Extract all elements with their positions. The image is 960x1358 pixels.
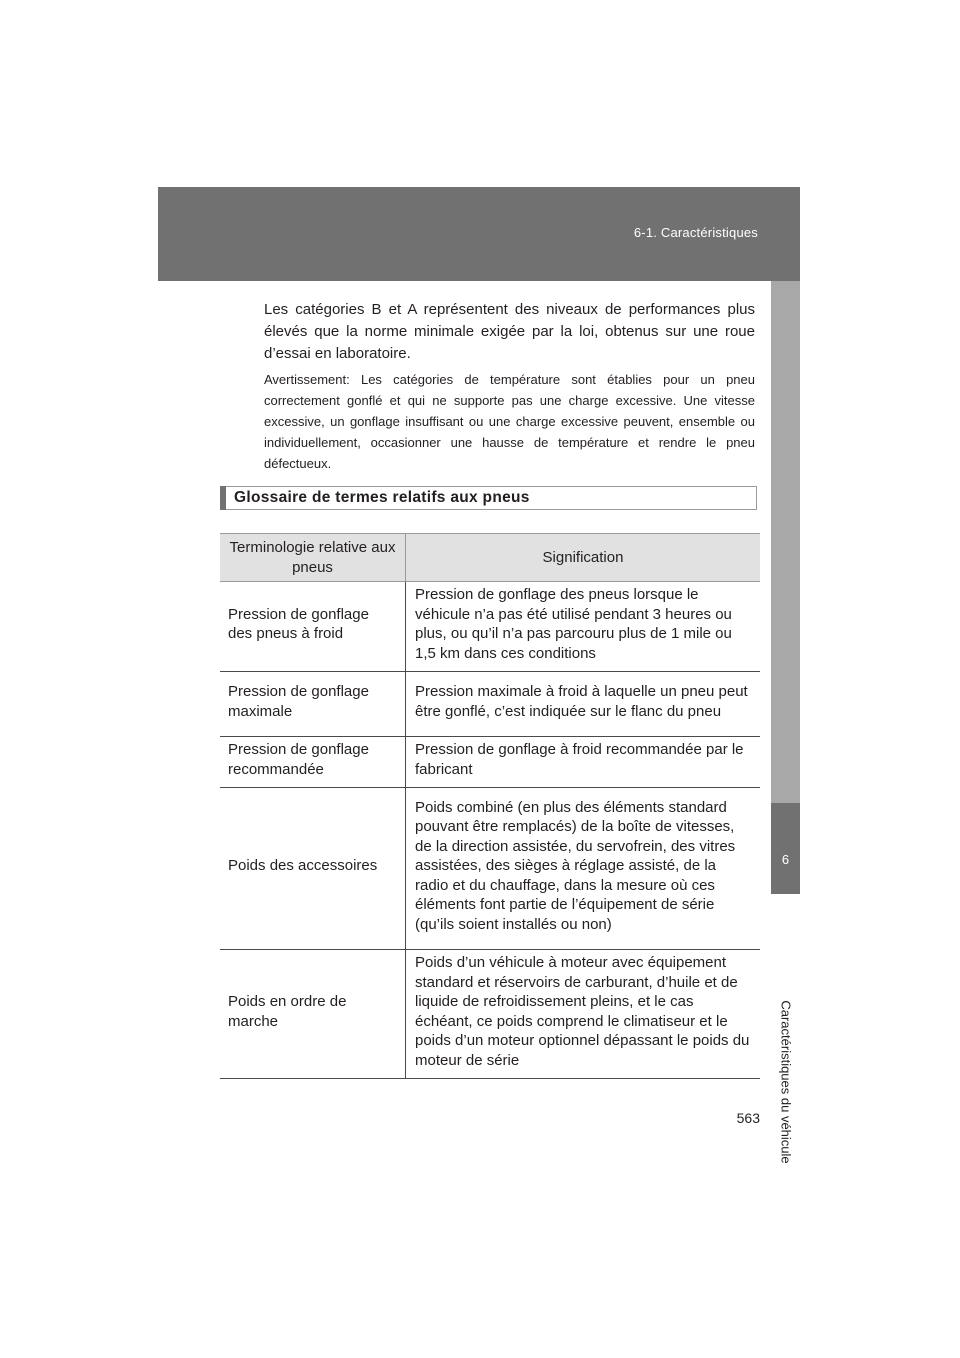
section-heading bbox=[220, 486, 757, 510]
section-heading-marker bbox=[220, 486, 226, 510]
chapter-label: Caractéristiques du véhicule bbox=[778, 1000, 794, 1164]
glossary-table bbox=[220, 533, 760, 1079]
table-row bbox=[220, 788, 760, 950]
page-number: 563 bbox=[736, 1110, 760, 1126]
table-row bbox=[220, 950, 760, 1079]
section-breadcrumb: 6-1. Caractéristiques bbox=[633, 225, 758, 240]
definition-cell: Poids combiné (en plus des éléments standard pouvant être remplacés) de la boîte de vitesses, de la direction assistée, du servofrein, des vitres assistées, des sièges à réglage assisté, de la radio et du chauffage, dans la mesure où ces éléments font partie de l’équipement de série (qu’ils soient installés ou non) bbox=[406, 788, 761, 950]
definition-cell: Pression de gonflage à froid recommandée par le fabricant bbox=[406, 737, 761, 788]
table-row bbox=[220, 672, 760, 737]
chapter-number-tab bbox=[771, 803, 800, 894]
term-cell: Pression de gonflage recommandée bbox=[220, 737, 406, 788]
term-cell: Poids des accessoires bbox=[220, 788, 406, 950]
term-cell: Pression de gonflage des pneus à froid bbox=[220, 582, 406, 672]
term-cell: Poids en ordre de marche bbox=[220, 950, 406, 1079]
chapter-number: 6 bbox=[781, 852, 790, 867]
column-header-meaning: Signification bbox=[406, 534, 761, 582]
section-title: Glossaire de termes relatifs aux pneus bbox=[234, 489, 530, 506]
table-row bbox=[220, 582, 760, 672]
definition-cell: Poids d’un véhicule à moteur avec équipement standard et réservoirs de carburant, d’huile et de liquide de refroidissement pleins, et le cas échéant, ce poids comprend le climatiseur et le poids d’un moteur optionnel dépassant le poids du moteur de série bbox=[406, 950, 761, 1079]
definition-cell: Pression maximale à froid à laquelle un pneu peut être gonflé, c’est indiquée sur le flanc du pneu bbox=[406, 672, 761, 737]
column-header-term: Terminologie relative aux pneus bbox=[220, 534, 406, 582]
header-band bbox=[158, 187, 800, 281]
warning-paragraph: Avertissement: Les catégories de température sont établies pour un pneu correctement gonflé et qui ne supporte pas une charge excessive. Une vitesse excessive, un gonflage insuffisant ou une charge excessive peuvent, ensemble ou individuellement, occasionner une hausse de température et rendre le pneu défectueux. bbox=[264, 372, 755, 471]
intro-paragraph: Les catégories B et A représentent des niveaux de performances plus élevés que la norme minimale exigée par la loi, obtenus sur une roue d’essai en laboratoire. bbox=[264, 301, 755, 362]
term-cell: Pression de gonflage maximale bbox=[220, 672, 406, 737]
definition-cell: Pression de gonflage des pneus lorsque le véhicule n’a pas été utilisé pendant 3 heures ou plus, ou qu’il n’a pas parcouru plus de 1 mile ou 1,5 km dans ces conditions bbox=[406, 582, 761, 672]
table-row bbox=[220, 737, 760, 788]
table-header-row bbox=[220, 534, 760, 582]
